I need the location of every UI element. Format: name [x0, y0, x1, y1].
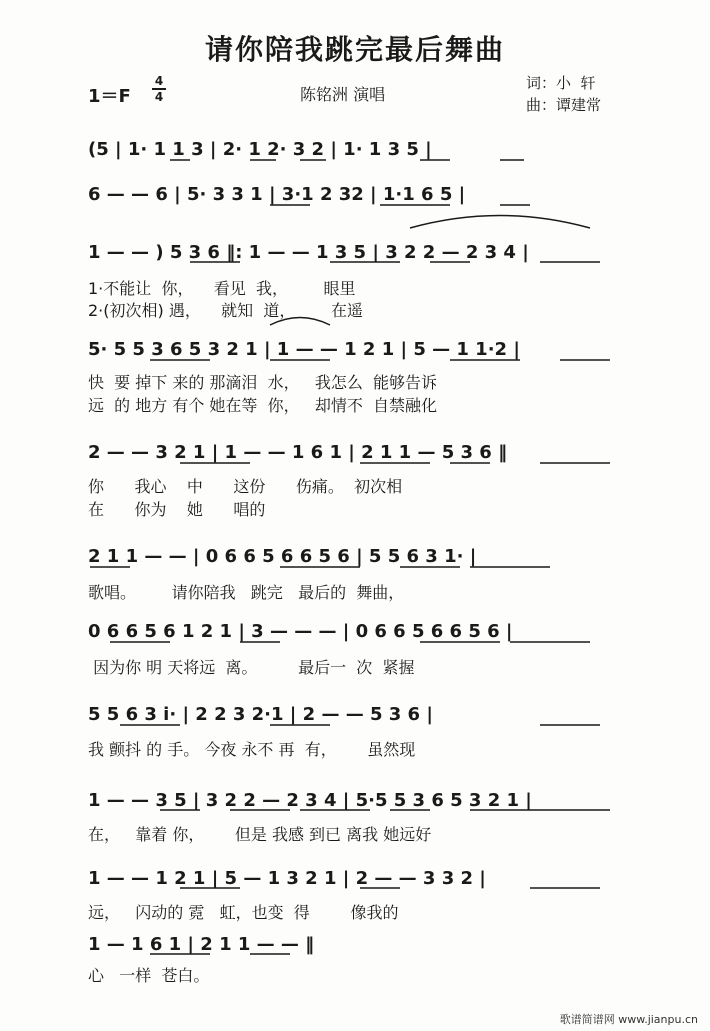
notation-line-11: 1 — 1 6 1 | 2 1 1 — — ‖: [88, 934, 315, 955]
notation-line-10: 1 — — 1 2 1 | 5 — 1 3 2 1 | 2 — — 3 3 2 |: [88, 868, 486, 889]
notation-line-7: 0 6 6 5 6 1 2 1 | 3 — — — | 0 6 6 5 6 6 5 6 |: [88, 621, 513, 642]
notation-line-6: 2 1 1 — — | 0 6 6 5 6 6 5 6 | 5 5 6 3 1· |: [88, 546, 477, 567]
singer-credit: 陈铭洲 演唱: [300, 85, 386, 104]
lyric-line-5-2: 在 你为 她 唱的: [88, 500, 266, 519]
key-signature: 1＝F: [88, 86, 131, 107]
lyric-line-4-1: 快 要 掉下 来的 那滴泪 水， 我怎么 能够告诉: [88, 373, 438, 392]
notation-line-2: 6 — — 6 | 5· 3 3 1 | 3·1 2 32 | 1·1 6 5 |: [88, 184, 466, 205]
lyric-line-11: 心 一样 苍白。: [88, 966, 210, 985]
lyric-line-8: 我 颤抖 的 手。 今夜 永不 再 有， 虽然现: [88, 740, 416, 759]
lyric-line-7: 因为你 明 天将远 离。 最后一 次 紧握: [88, 658, 415, 677]
notation-line-5: 2 — — 3 2 1 | 1 — — 1 6 1 | 2 1 1 — 5 3 6 ‖: [88, 442, 508, 463]
lyric-line-3-2: 2·(初次相) 遇， 就知 道， 在遥: [88, 301, 363, 320]
credits: [526, 72, 601, 116]
lyricist-credit: 词：小 轩: [526, 74, 596, 92]
lyric-line-5-1: 你 我心 中 这份 伤痛。 初次相: [88, 477, 403, 496]
time-signature: [152, 74, 166, 104]
time-top: 4: [154, 74, 164, 88]
song-title: 请你陪我跳完最后舞曲: [204, 33, 505, 66]
lyric-line-6: 歌唱。 请你陪我 跳完 最后的 舞曲，: [88, 583, 405, 602]
notation-line-8: 5 5 6 3 i· | 2 2 3 2·1 | 2 — — 5 3 6 |: [88, 704, 433, 725]
notation-line-1: (5 | 1· 1 1 3 | 2· 1 2· 3 2 | 1· 1 3 5 |: [88, 139, 432, 160]
lyric-line-9: 在， 靠着 你， 但是 我感 到已 离我 她远好: [88, 825, 432, 844]
lyric-line-3-1: 1·不能让 你， 看见 我， 眼里: [88, 279, 356, 298]
site-watermark: 歌谱简谱网 www.jianpu.cn: [559, 1013, 698, 1026]
lyric-line-10: 远， 闪动的 霓 虹，也变 得 像我的: [88, 903, 399, 922]
composer-credit: 曲：谭建常: [526, 96, 602, 114]
notation-line-3: 1 — — ) 5 3 6 ‖: 1 — — 1 3 5 | 3 2 2 — 2 3 4 |: [88, 242, 529, 263]
notation-line-9: 1 — — 3 5 | 3 2 2 — 2 3 4 | 5·5 5 3 6 5 3 2 1 |: [88, 790, 532, 811]
time-bottom: 4: [154, 90, 164, 104]
notation-line-4: 5· 5 5 3 6 5 3 2 1 | 1 — — 1 2 1 | 5 — 1 1·2 |: [88, 339, 520, 360]
lyric-line-4-2: 远 的 地方 有个 她在等 你， 却情不 自禁融化: [88, 396, 438, 415]
